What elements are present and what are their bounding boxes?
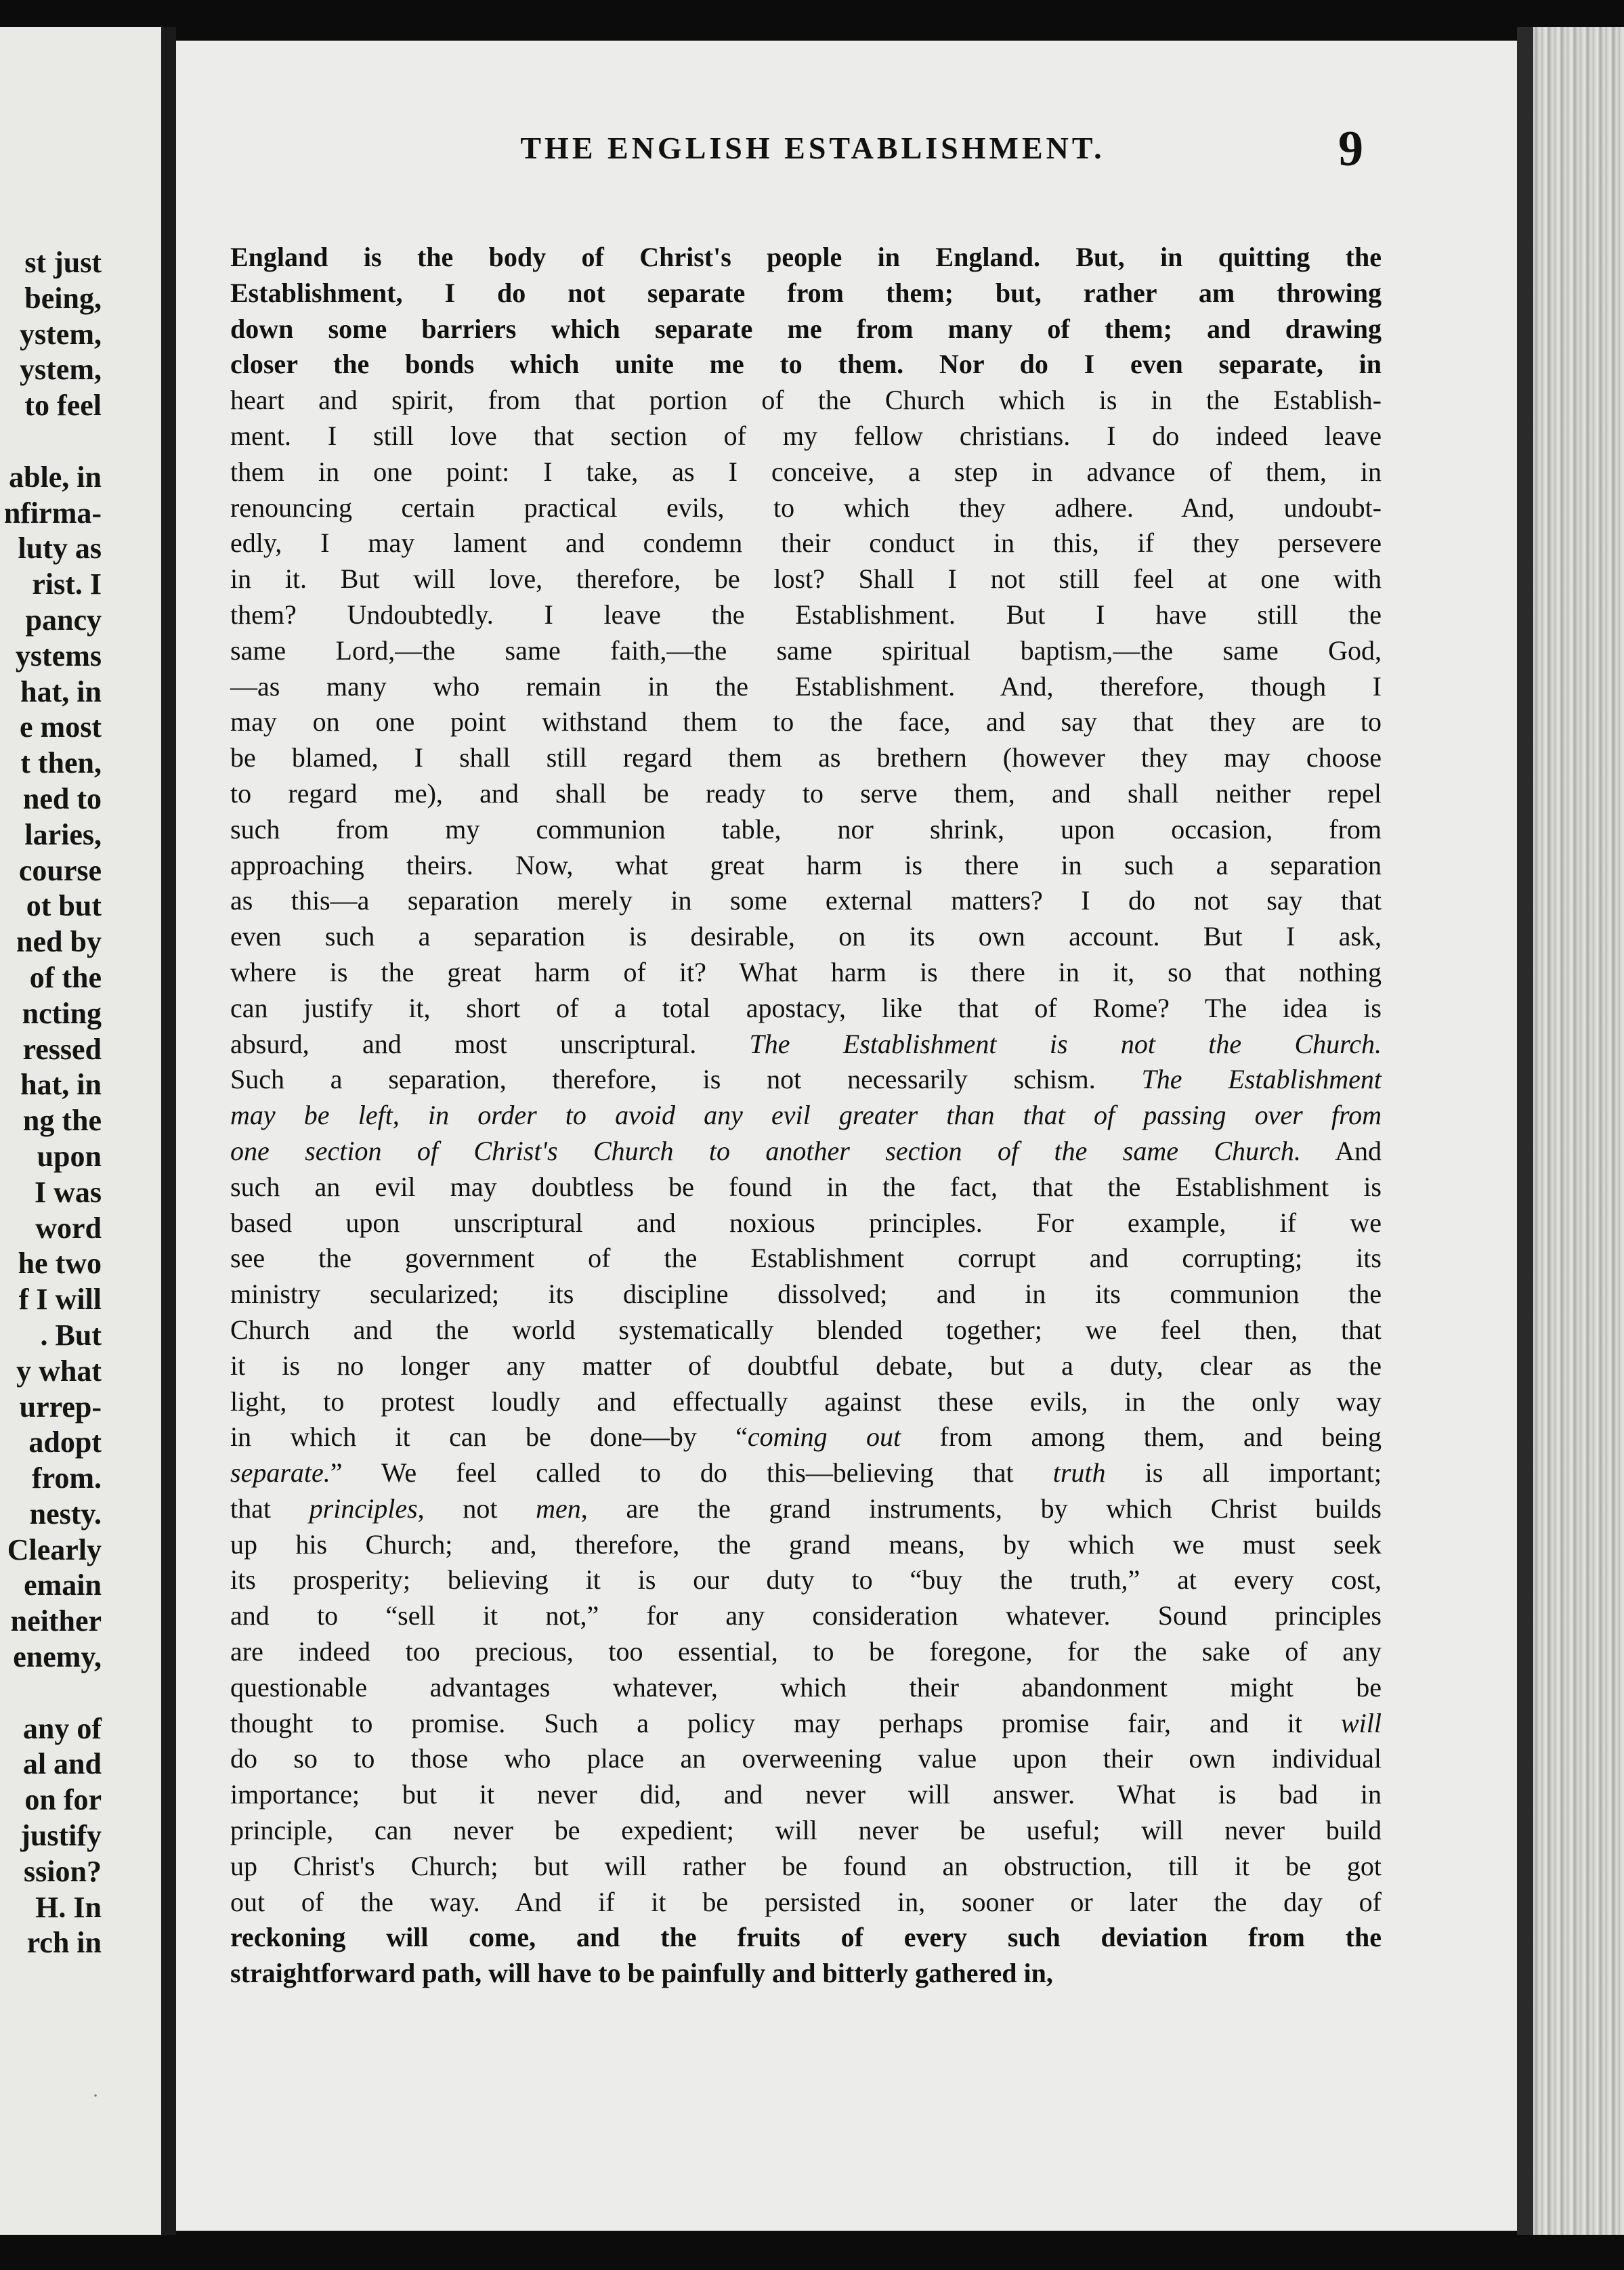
italic-phrase: The Establishment is not the Church. bbox=[749, 1028, 1382, 1059]
facing-page-line: able, in bbox=[9, 460, 102, 494]
facing-page-line: ssion? bbox=[24, 1854, 102, 1888]
text-line: as this—a separation merely in some external matters? I do not say that bbox=[230, 885, 1382, 916]
italic-phrase: coming out bbox=[747, 1421, 901, 1453]
facing-page-line: ystem, bbox=[20, 317, 102, 351]
text-line: where is the great harm of it? What harm is there in it, so that nothing bbox=[230, 956, 1382, 987]
facing-page-line: . But bbox=[40, 1318, 102, 1352]
text-line: England is the body of Christ's people in England. But, in quitting the bbox=[230, 242, 1382, 272]
text-line: reckoning will come, and the fruits of every such deviation from the bbox=[230, 1922, 1382, 1953]
page-number: 9 bbox=[1338, 121, 1363, 177]
facing-page-line: rch in bbox=[26, 1926, 102, 1960]
text-line: in it. But will love, therefore, be lost? Shall I not still feel at one with bbox=[230, 563, 1382, 595]
text-line: closer the bonds which unite me to them. Nor do I even separate, in bbox=[230, 349, 1382, 380]
stray-mark: · bbox=[92, 2084, 99, 2107]
facing-page-line: he two bbox=[18, 1247, 102, 1281]
italic-phrase: will bbox=[1340, 1707, 1382, 1738]
text-line: Such a separation, therefore, is not necessarily schism. The Establishment bbox=[230, 1064, 1382, 1095]
facing-page-line: hat, in bbox=[20, 674, 102, 708]
book-gutter bbox=[161, 27, 176, 2235]
facing-page-line: neither bbox=[10, 1604, 102, 1638]
text-line: Establishment, I do not separate from them; but, rather am throwing bbox=[230, 277, 1382, 308]
text-line: ministry secularized; its discipline dissolved; and in its communion the bbox=[230, 1279, 1382, 1310]
text-line: importance; but it never did, and never will answer. What is bad in bbox=[230, 1779, 1382, 1810]
facing-page-line: upon bbox=[37, 1139, 102, 1173]
facing-page-line: from. bbox=[31, 1461, 102, 1495]
text-line: Church and the world systematically blended together; we feel then, that bbox=[230, 1314, 1382, 1345]
facing-page-line: ot but bbox=[26, 889, 102, 923]
text-line: even such a separation is desirable, on its own account. But I ask, bbox=[230, 921, 1382, 952]
text-line: them in one point: I take, as I conceive, a step in advance of them, in bbox=[230, 456, 1382, 487]
text-line: can justify it, short of a total apostacy, like that of Rome? The idea is bbox=[230, 992, 1382, 1023]
text-line: up Christ's Church; but will rather be found an obstruction, till it be got bbox=[230, 1850, 1382, 1881]
facing-page-line: urrep- bbox=[19, 1390, 102, 1423]
facing-page-line: justify bbox=[20, 1819, 102, 1853]
facing-page-line: al and bbox=[22, 1747, 102, 1781]
text-line: —as many who remain in the Establishment. And, therefore, though I bbox=[230, 670, 1382, 702]
facing-page-line: Clearly bbox=[7, 1533, 102, 1566]
text-line: them? Undoubtedly. I leave the Establishment. But I have still the bbox=[230, 599, 1382, 630]
facing-page-line: ncting bbox=[22, 996, 102, 1030]
facing-page-line: ng the bbox=[22, 1104, 102, 1138]
text-line: absurd, and most unscriptural. The Establishment is not the Church. bbox=[230, 1028, 1382, 1059]
running-title: THE ENGLISH ESTABLISHMENT. bbox=[520, 131, 1105, 165]
text-line: one section of Christ's Church to another section of the same Church. And bbox=[230, 1135, 1382, 1166]
italic-phrase: The Establishment bbox=[1141, 1064, 1382, 1095]
text-line: it is no longer any matter of doubtful debate, but a duty, clear as the bbox=[230, 1350, 1382, 1381]
text-line: out of the way. And if it be persisted in, sooner or later the day of bbox=[230, 1886, 1382, 1917]
facing-page-line bbox=[4, 424, 102, 460]
text-line: based upon unscriptural and noxious principles. For example, if we bbox=[230, 1207, 1382, 1238]
text-line: its prosperity; believing it is our duty to “buy the truth,” at every cost, bbox=[230, 1564, 1382, 1596]
facing-page-line: course bbox=[18, 853, 102, 887]
facing-page-line: f I will bbox=[18, 1283, 102, 1316]
facing-page-line: being, bbox=[24, 281, 102, 315]
facing-page-line: t then, bbox=[20, 746, 102, 780]
facing-page-line: nfirma- bbox=[3, 496, 102, 530]
text-line: questionable advantages whatever, which their abandonment might be bbox=[230, 1671, 1382, 1702]
facing-page-line: pancy bbox=[25, 603, 102, 637]
italic-phrase: separate. bbox=[230, 1457, 330, 1489]
text-line: that principles, not men, are the grand instruments, by which Christ builds bbox=[230, 1493, 1382, 1524]
facing-page-line: emain bbox=[24, 1568, 102, 1602]
text-line: principle, can never be expedient; will never be useful; will never build bbox=[230, 1815, 1382, 1846]
facing-page-line: hat, in bbox=[20, 1068, 102, 1102]
text-line: straightforward path, will have to be painfully and bitterly gathered in, bbox=[230, 1958, 1053, 1989]
facing-page-line: H. In bbox=[35, 1890, 102, 1924]
text-line: to regard me), and shall be ready to serve them, and shall neither repel bbox=[230, 777, 1382, 809]
text-line: and to “sell it not,” for any consideration whatever. Sound principles bbox=[230, 1600, 1382, 1631]
text-line: may on one point withstand them to the face, and say that they are to bbox=[230, 706, 1382, 737]
facing-page-line: ystems bbox=[15, 639, 102, 672]
italic-phrase: truth bbox=[1052, 1457, 1106, 1489]
text-line: light, to protest loudly and effectually against these evils, in the only way bbox=[230, 1386, 1382, 1417]
text-line: be blamed, I shall still regard them as brethern (however they may choose bbox=[230, 742, 1382, 773]
text-line: edly, I may lament and condemn their conduct in this, if they persevere bbox=[230, 528, 1382, 559]
facing-page-line: y what bbox=[16, 1354, 102, 1388]
facing-page-line: on for bbox=[24, 1783, 102, 1817]
text-line: renouncing certain practical evils, to which they adhere. And, undoubt- bbox=[230, 492, 1382, 523]
text-line: do so to those who place an overweening value upon their own individual bbox=[230, 1743, 1382, 1774]
italic-phrase: men bbox=[536, 1493, 581, 1524]
facing-page-line: I was bbox=[34, 1175, 102, 1209]
text-line: are indeed too precious, too essential, to be foregone, for the sake of any bbox=[230, 1636, 1382, 1667]
text-line: in which it can be done—by “coming out from among them, and being bbox=[230, 1421, 1382, 1453]
facing-page-line: of the bbox=[29, 960, 102, 994]
text-line: heart and spirit, from that portion of the Church which is in the Establish- bbox=[230, 385, 1382, 416]
text-line bbox=[230, 1098, 1382, 1134]
body-text bbox=[230, 240, 1382, 1992]
text-line: separate.” We feel called to do this—believing that truth is all important; bbox=[230, 1457, 1382, 1489]
facing-page-line: enemy, bbox=[13, 1640, 102, 1674]
page-edges bbox=[1517, 27, 1624, 2235]
facing-page-line: any of bbox=[22, 1711, 102, 1745]
text-line: such from my communion table, nor shrink, upon occasion, from bbox=[230, 813, 1382, 844]
text-line: thought to promise. Such a policy may perhaps promise fair, and it will bbox=[230, 1707, 1382, 1738]
facing-page-line: ressed bbox=[22, 1032, 102, 1066]
text-line: approaching theirs. Now, what great harm is there in such a separation bbox=[230, 849, 1382, 880]
text-line: same Lord,—the same faith,—the same spiritual baptism,—the same God, bbox=[230, 635, 1382, 666]
facing-page-line: adopt bbox=[28, 1426, 102, 1459]
facing-page-fragment bbox=[0, 27, 161, 2235]
text-line: ment. I still love that section of my fellow christians. I do indeed leave bbox=[230, 420, 1382, 451]
facing-page-line: laries, bbox=[24, 817, 102, 851]
facing-page-line: rist. I bbox=[32, 568, 102, 601]
text-line: such an evil may doubtless be found in the fact, that the Establishment is bbox=[230, 1171, 1382, 1202]
facing-page-line: ned to bbox=[22, 781, 102, 815]
facing-page-line: st just bbox=[24, 246, 102, 279]
facing-page-line: e most bbox=[20, 710, 102, 744]
facing-page-line bbox=[4, 1675, 102, 1711]
text-line: see the government of the Establishment corrupt and corrupting; its bbox=[230, 1243, 1382, 1274]
italic-phrase: principles bbox=[309, 1493, 418, 1524]
facing-page-text bbox=[4, 245, 102, 1961]
facing-page-line: ned by bbox=[16, 925, 102, 959]
italic-phrase: one section of Christ's Church to another section of the same Church. bbox=[230, 1135, 1301, 1166]
facing-page-line: ystem, bbox=[20, 353, 102, 387]
facing-page-line: nesty. bbox=[29, 1497, 102, 1530]
facing-page-line: word bbox=[35, 1211, 102, 1245]
text-line: up his Church; and, therefore, the grand means, by which we must seek bbox=[230, 1528, 1382, 1560]
text-line: down some barriers which separate me from many of them; and drawing bbox=[230, 313, 1382, 344]
italic-phrase: may be left, in order to avoid any evil greater than that of passing over from bbox=[230, 1100, 1382, 1131]
facing-page-line: luty as bbox=[18, 532, 102, 565]
facing-page-line: to feel bbox=[24, 389, 102, 423]
